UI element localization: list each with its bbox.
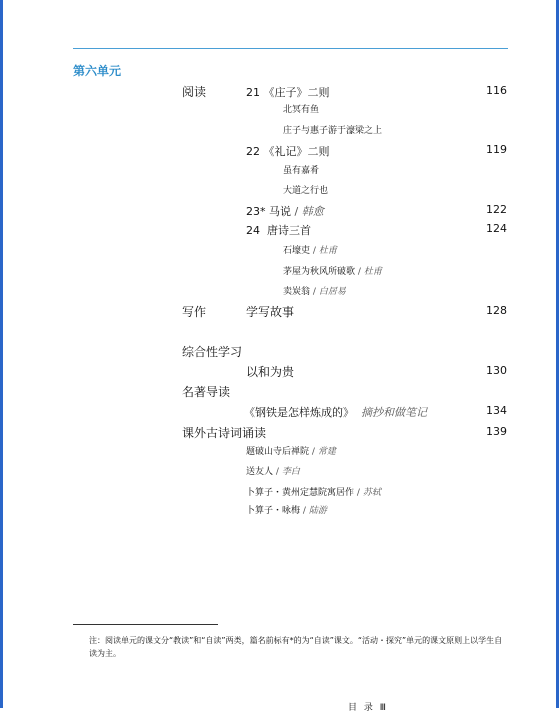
separator: / xyxy=(311,447,315,457)
separator: / xyxy=(294,205,299,218)
poem-title: 送友人 xyxy=(246,467,274,477)
section-integrated: 综合性学习 xyxy=(182,345,243,359)
unit-title: 第六单元 xyxy=(73,64,122,78)
poetry-item[interactable] xyxy=(246,503,327,516)
lesson-item[interactable]: 北冥有鱼 xyxy=(283,105,320,115)
separator: / xyxy=(357,267,361,277)
page-number: 130 xyxy=(486,364,507,377)
poem-item[interactable] xyxy=(283,264,382,277)
poem-title: 卜算子・咏梅 xyxy=(246,506,301,516)
poem-author: 白居易 xyxy=(318,287,346,297)
poetry-item[interactable] xyxy=(246,444,336,457)
lesson-title: 马说 xyxy=(269,205,291,218)
lesson-24[interactable] xyxy=(246,222,311,238)
classics-entry[interactable] xyxy=(244,404,427,420)
poem-title: 题破山寺后禅院 xyxy=(246,447,310,457)
lesson-number: 21 xyxy=(246,86,260,99)
section-writing: 写作 xyxy=(182,305,207,319)
lesson-number: 23* xyxy=(246,205,266,218)
poem-item[interactable] xyxy=(283,243,337,256)
page-number: 134 xyxy=(486,404,507,417)
poem-title: 石壕吏 xyxy=(283,246,311,256)
footnote: 注：阅读单元的课文分“教读”和“自读”两类，篇名前标有*的为“自读”课文。“活动・探究”单元的课文原则上以学生自读为主。 xyxy=(89,636,503,658)
page-number: 124 xyxy=(486,222,507,235)
poem-author: 李白 xyxy=(281,467,300,477)
poem-item[interactable] xyxy=(283,284,346,297)
separator: / xyxy=(275,467,279,477)
poem-author: 杜甫 xyxy=(318,246,337,256)
page-number: 122 xyxy=(486,203,507,216)
lesson-21[interactable] xyxy=(246,84,330,100)
page-number: 119 xyxy=(486,143,507,156)
separator: / xyxy=(302,506,306,516)
folio: 目 录 Ⅲ xyxy=(348,703,388,713)
footnote-divider xyxy=(73,624,218,625)
separator: / xyxy=(312,287,316,297)
writing-title[interactable]: 学写故事 xyxy=(246,305,295,319)
top-divider xyxy=(73,48,508,49)
lesson-number: 22 xyxy=(246,145,260,158)
page-number: 139 xyxy=(486,425,507,438)
lesson-22[interactable] xyxy=(246,143,330,159)
integrated-title[interactable]: 以和为贵 xyxy=(246,365,295,379)
lesson-item[interactable]: 虽有嘉肴 xyxy=(283,166,320,176)
section-reading: 阅读 xyxy=(182,85,207,99)
separator: / xyxy=(356,488,360,498)
page-border-left xyxy=(0,0,3,708)
lesson-title: 唐诗三首 xyxy=(267,224,311,237)
classics-subtitle: 摘抄和做笔记 xyxy=(361,406,427,419)
poetry-item[interactable] xyxy=(246,464,300,477)
poem-author: 杜甫 xyxy=(363,267,382,277)
page-number: 128 xyxy=(486,304,507,317)
lesson-item[interactable]: 大道之行也 xyxy=(283,186,329,196)
separator: / xyxy=(312,246,316,256)
classics-title: 《钢铁是怎样炼成的》 xyxy=(244,406,354,419)
lesson-author: 韩愈 xyxy=(301,205,324,218)
poem-author: 苏轼 xyxy=(362,488,381,498)
section-classics: 名著导读 xyxy=(182,385,231,399)
lesson-23[interactable] xyxy=(246,203,324,219)
lesson-item[interactable]: 庄子与惠子游于濠梁之上 xyxy=(283,126,383,136)
poem-author: 常建 xyxy=(317,447,336,457)
poem-author: 陆游 xyxy=(308,506,327,516)
lesson-title: 《庄子》二则 xyxy=(263,86,330,99)
poetry-item[interactable] xyxy=(246,485,381,498)
page-number: 116 xyxy=(486,84,507,97)
section-poetry: 课外古诗词诵读 xyxy=(182,426,267,440)
lesson-number: 24 xyxy=(246,224,260,237)
poem-title: 茅屋为秋风所破歌 xyxy=(283,267,356,277)
poem-title: 卜算子・黄州定慧院寓居作 xyxy=(246,488,355,498)
poem-title: 卖炭翁 xyxy=(283,287,311,297)
lesson-title: 《礼记》二则 xyxy=(263,145,330,158)
